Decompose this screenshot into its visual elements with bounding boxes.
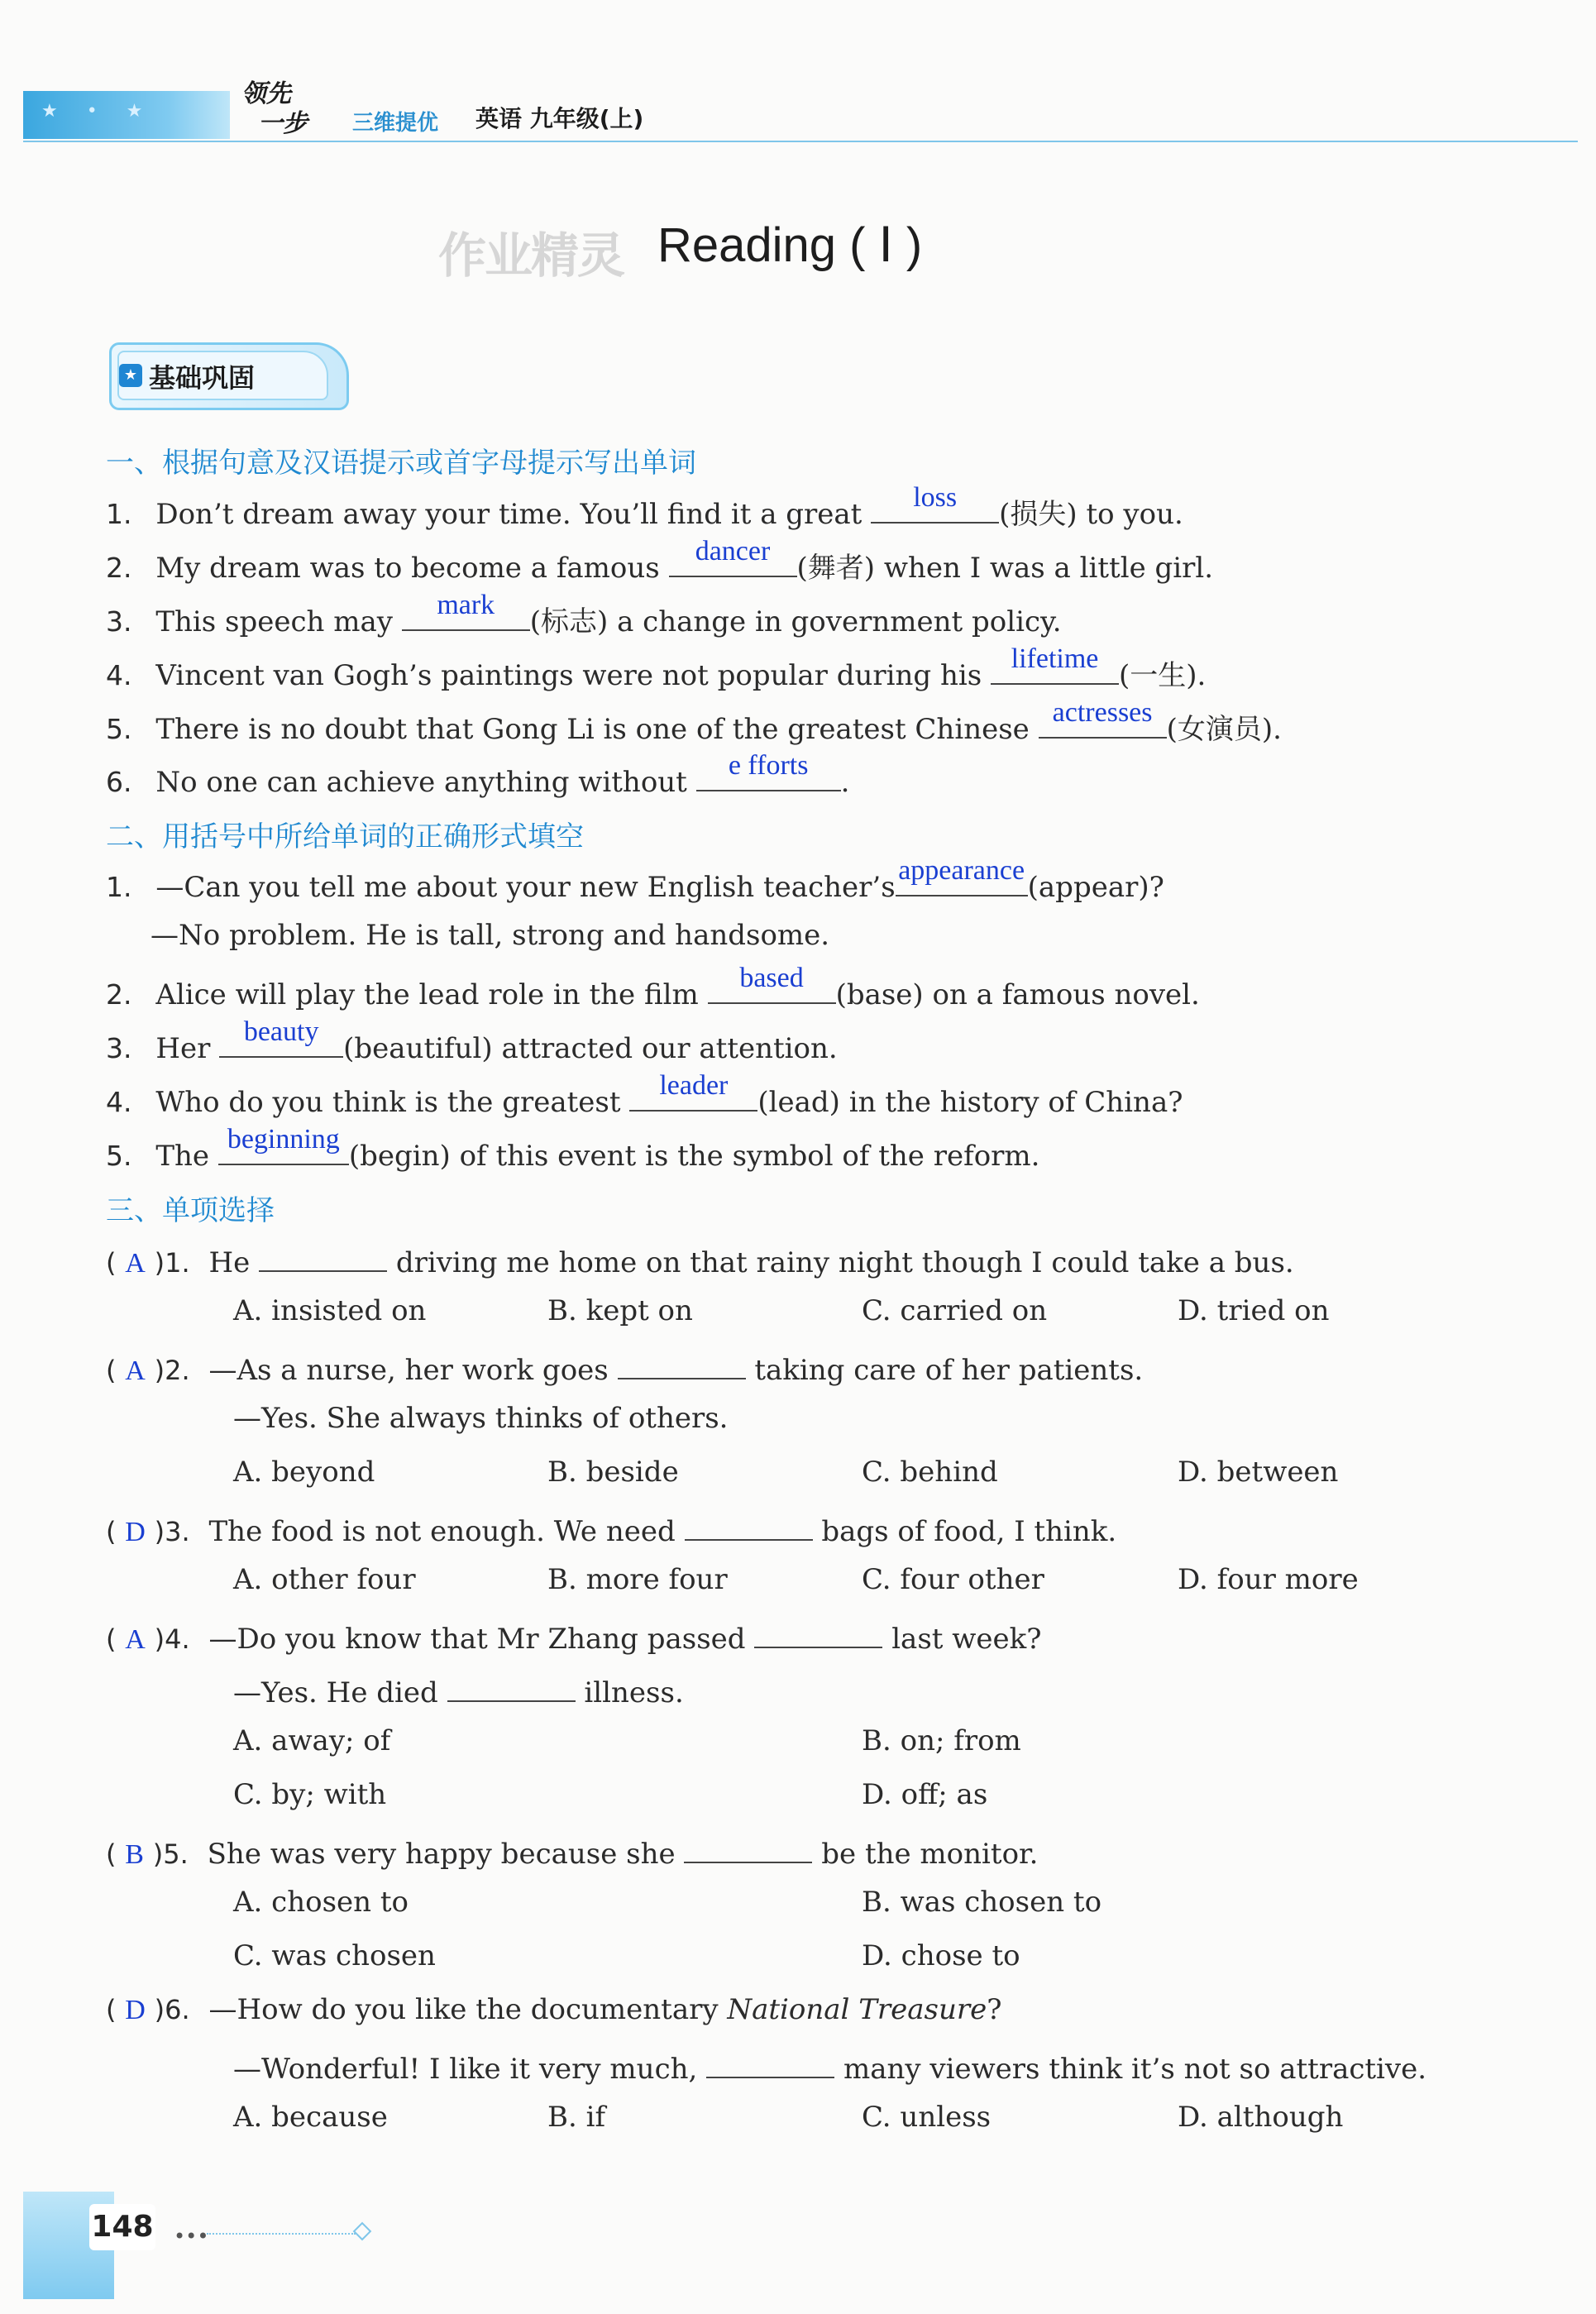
item-text-post: (base) on a famous novel.: [835, 978, 1200, 1011]
diamond-icon: [353, 2222, 372, 2241]
answer-blank[interactable]: [696, 750, 841, 791]
item-text-pre: Alice will play the lead role in the film: [155, 978, 708, 1011]
mc-option-a[interactable]: A. away; of: [233, 1724, 391, 1757]
mc-question-6: ( D )6. —How do you like the documentary National Treasure?: [106, 1993, 1002, 2026]
mc-option-a[interactable]: A. other four: [233, 1563, 416, 1596]
mc-number: )6.: [154, 1994, 190, 2025]
item-number: 3.: [106, 1032, 132, 1064]
answer-text: beginning: [227, 1124, 340, 1155]
mc-option-b[interactable]: B. beside: [547, 1456, 679, 1489]
mc-stem-post: driving me home on that rainy night though I could take a bus.: [395, 1246, 1294, 1279]
section2-heading: 二、用括号中所给单词的正确形式填空: [106, 820, 584, 853]
section3-heading: 三、单项选择: [106, 1194, 275, 1227]
reply-post: illness.: [584, 1676, 684, 1709]
item-text-post: (beautiful) attracted our attention.: [343, 1032, 838, 1065]
mc-number: )3.: [154, 1516, 190, 1547]
mc-stem-post: last week?: [891, 1623, 1042, 1656]
answer-blank[interactable]: [669, 536, 797, 577]
mc-answer: A: [125, 1624, 146, 1655]
item-text-post: (begin) of this event is the symbol of the reform.: [348, 1140, 1040, 1173]
answer-text: loss: [913, 482, 958, 513]
s1-item-4: [106, 643, 1207, 693]
item-text-pre: Don’t dream away your time. You’ll find it a great: [155, 498, 872, 531]
mc-stem-pre: She was very happy because she: [207, 1838, 676, 1871]
mc-stem-pre: The food is not enough. We need: [208, 1515, 676, 1548]
mc-answer: A: [125, 1355, 146, 1386]
answer-text: e fforts: [728, 750, 809, 781]
item-number: 6.: [106, 766, 132, 798]
mc-blank[interactable]: [685, 1509, 813, 1541]
footer-dots: •••: [174, 2225, 209, 2248]
item-text-pre: This speech may: [155, 605, 402, 638]
header-stars-decoration: ★ • ★: [41, 101, 155, 122]
item-text-pre: Her: [155, 1032, 220, 1065]
mc-answer: B: [125, 1839, 144, 1870]
mc-option-c[interactable]: C. unless: [862, 2101, 992, 2134]
page-title: Reading ( Ⅰ ): [657, 218, 923, 272]
mc-stem-pre: He: [208, 1246, 251, 1279]
item-number: 2.: [106, 552, 132, 584]
mc-option-b[interactable]: B. was chosen to: [862, 1886, 1102, 1919]
answer-blank[interactable]: [871, 482, 999, 524]
mc-question-6-reply: [233, 2047, 1426, 2086]
mc-question-4-reply: [233, 1671, 684, 1709]
item-text-pre: Vincent van Gogh’s paintings were not popular during his: [155, 659, 992, 692]
s2-item-1-reply: —No problem. He is tall, strong and handsome.: [151, 919, 830, 952]
item-text-post: (appear)?: [1027, 871, 1164, 904]
mc-stem-post: be the monitor.: [821, 1838, 1039, 1871]
item-number: 4.: [106, 1086, 132, 1118]
mc-answer: A: [125, 1248, 146, 1279]
item-text-pre: No one can achieve anything without: [155, 766, 696, 799]
s1-item-5: [106, 697, 1282, 747]
s2-item-3: [106, 1016, 838, 1065]
mc-option-d[interactable]: D. although: [1178, 2101, 1344, 2134]
s2-item-2: [106, 963, 1200, 1011]
item-number: 2.: [106, 978, 132, 1011]
mc-question-3: ( D )3. The food is not enough. We need bags of food, I think.: [106, 1509, 1116, 1548]
answer-text: beauty: [243, 1016, 319, 1047]
answer-text: lifetime: [1011, 643, 1099, 674]
item-number: 3.: [106, 605, 132, 638]
mc-question-2: ( A )2. —As a nurse, her work goes taking care of her patients.: [106, 1348, 1143, 1387]
mc-stem-pre: —Do you know that Mr Zhang passed: [208, 1623, 746, 1656]
mc-option-d[interactable]: D. four more: [1178, 1563, 1359, 1596]
item-text-pre: —Can you tell me about your new English teacher’s: [155, 871, 896, 904]
s1-item-1: [106, 482, 1183, 532]
mc-stem-pre: —How do you like the documentary: [208, 1993, 728, 2026]
answer-blank[interactable]: [402, 590, 530, 631]
mc-number: )5.: [152, 1838, 189, 1870]
header-rule: [23, 141, 1578, 142]
s2-item-5: [106, 1124, 1040, 1173]
mc-number: )1.: [154, 1247, 190, 1279]
header-series: 三维提优: [352, 111, 439, 136]
mc-option-a[interactable]: A. because: [233, 2101, 388, 2134]
header-subject: 英语 九年级(上): [475, 105, 644, 132]
mc-option-d[interactable]: D. chose to: [862, 1939, 1020, 1972]
item-number: 5.: [106, 713, 132, 745]
answer-text: dancer: [695, 536, 771, 567]
section-badge-label: 基础巩固: [149, 362, 256, 394]
item-text-pre: My dream was to become a famous: [155, 552, 669, 585]
mc-stem-post: bags of food, I think.: [821, 1515, 1117, 1548]
answer-blank[interactable]: [896, 855, 1028, 896]
mc-blank[interactable]: [447, 1671, 576, 1702]
item-text-post: (损失) to you.: [999, 498, 1183, 531]
mc-stem-pre: —As a nurse, her work goes: [208, 1354, 609, 1387]
mc-number: )2.: [154, 1355, 190, 1386]
mc-number: )4.: [154, 1623, 190, 1655]
answer-text: mark: [437, 590, 495, 620]
reply-post: many viewers think it’s not so attractive.: [843, 2053, 1427, 2086]
answer-text: leader: [659, 1070, 729, 1101]
answer-text: appearance: [898, 855, 1025, 886]
section1-heading: 一、根据句意及汉语提示或首字母提示写出单词: [106, 447, 696, 480]
mc-option-b[interactable]: B. kept on: [547, 1294, 693, 1327]
mc-blank[interactable]: [706, 2047, 834, 2078]
star-icon: ★: [119, 364, 142, 387]
title-watermark: 作业精灵: [438, 227, 624, 284]
item-text-post: (lead) in the history of China?: [757, 1086, 1183, 1119]
mc-option-c[interactable]: C. by; with: [233, 1778, 387, 1811]
reply-pre: —Wonderful! I like it very much,: [233, 2053, 698, 2086]
mc-option-d[interactable]: D. between: [1178, 1456, 1339, 1489]
mc-option-b[interactable]: B. more four: [547, 1563, 728, 1596]
s2-item-4: [106, 1070, 1183, 1119]
item-text-pre: The: [155, 1140, 218, 1173]
item-text-post: .: [840, 766, 850, 799]
item-text-pre: There is no doubt that Gong Li is one of the greatest Chinese: [155, 713, 1039, 746]
s1-item-6: [106, 750, 850, 799]
mc-option-a[interactable]: A. beyond: [233, 1456, 375, 1489]
answer-blank[interactable]: [218, 1124, 349, 1165]
footer-rule: [207, 2233, 356, 2235]
mc-answer: D: [125, 1517, 146, 1547]
mc-answer: D: [125, 1995, 146, 2025]
page-number: 148: [89, 2204, 155, 2250]
mc-blank[interactable]: [259, 1241, 387, 1272]
item-number: 5.: [106, 1140, 132, 1172]
mc-option-c[interactable]: C. was chosen: [233, 1939, 436, 1972]
item-text-post: (女演员).: [1166, 713, 1282, 746]
mc-option-d[interactable]: D. tried on: [1178, 1294, 1330, 1327]
item-text-post: (一生).: [1119, 659, 1207, 692]
mc-stem-title: National Treasure: [727, 1993, 987, 2026]
mc-blank[interactable]: [618, 1348, 746, 1379]
reply-pre: —Yes. He died: [233, 1676, 438, 1709]
mc-question-4: ( A )4. —Do you know that Mr Zhang passed last week?: [106, 1617, 1041, 1656]
header-logo-line1: 领先: [241, 79, 291, 108]
mc-option-c[interactable]: C. behind: [862, 1456, 998, 1489]
mc-stem-post: ?: [987, 1993, 1002, 2026]
item-number: 1.: [106, 498, 132, 530]
item-number: 4.: [106, 659, 132, 691]
answer-blank[interactable]: [991, 643, 1119, 685]
mc-question-1: ( A )1. He driving me home on that rainy night though I could take a bus.: [106, 1241, 1294, 1279]
answer-blank[interactable]: [708, 963, 836, 1004]
mc-option-c[interactable]: C. four other: [862, 1563, 1044, 1596]
header-logo-line2: 一步: [258, 109, 308, 138]
s1-item-3: [106, 590, 1062, 639]
mc-option-b[interactable]: B. if: [547, 2101, 606, 2134]
mc-option-a[interactable]: A. chosen to: [233, 1886, 409, 1919]
s1-item-2: [106, 536, 1214, 586]
mc-blank[interactable]: [754, 1617, 882, 1648]
mc-stem-post: taking care of her patients.: [754, 1354, 1144, 1387]
item-text-post: (舞者) when I was a little girl.: [796, 552, 1214, 585]
mc-option-d[interactable]: D. off; as: [862, 1778, 988, 1811]
answer-text: based: [739, 963, 804, 993]
item-number: 1.: [106, 871, 132, 903]
answer-blank[interactable]: [219, 1016, 343, 1058]
mc-option-b[interactable]: B. on; from: [862, 1724, 1021, 1757]
answer-blank[interactable]: [629, 1070, 757, 1112]
item-text-post: (标志) a change in government policy.: [529, 605, 1062, 638]
mc-question-2-reply: —Yes. She always thinks of others.: [233, 1402, 729, 1435]
mc-option-a[interactable]: A. insisted on: [233, 1294, 427, 1327]
mc-blank[interactable]: [684, 1832, 812, 1863]
answer-text: actresses: [1052, 697, 1153, 728]
s2-item-1: [106, 855, 1164, 904]
mc-option-c[interactable]: C. carried on: [862, 1294, 1048, 1327]
mc-question-5: ( B )5. She was very happy because she be the monitor.: [106, 1832, 1038, 1871]
item-text-pre: Who do you think is the greatest: [155, 1086, 630, 1119]
answer-blank[interactable]: [1039, 697, 1167, 739]
